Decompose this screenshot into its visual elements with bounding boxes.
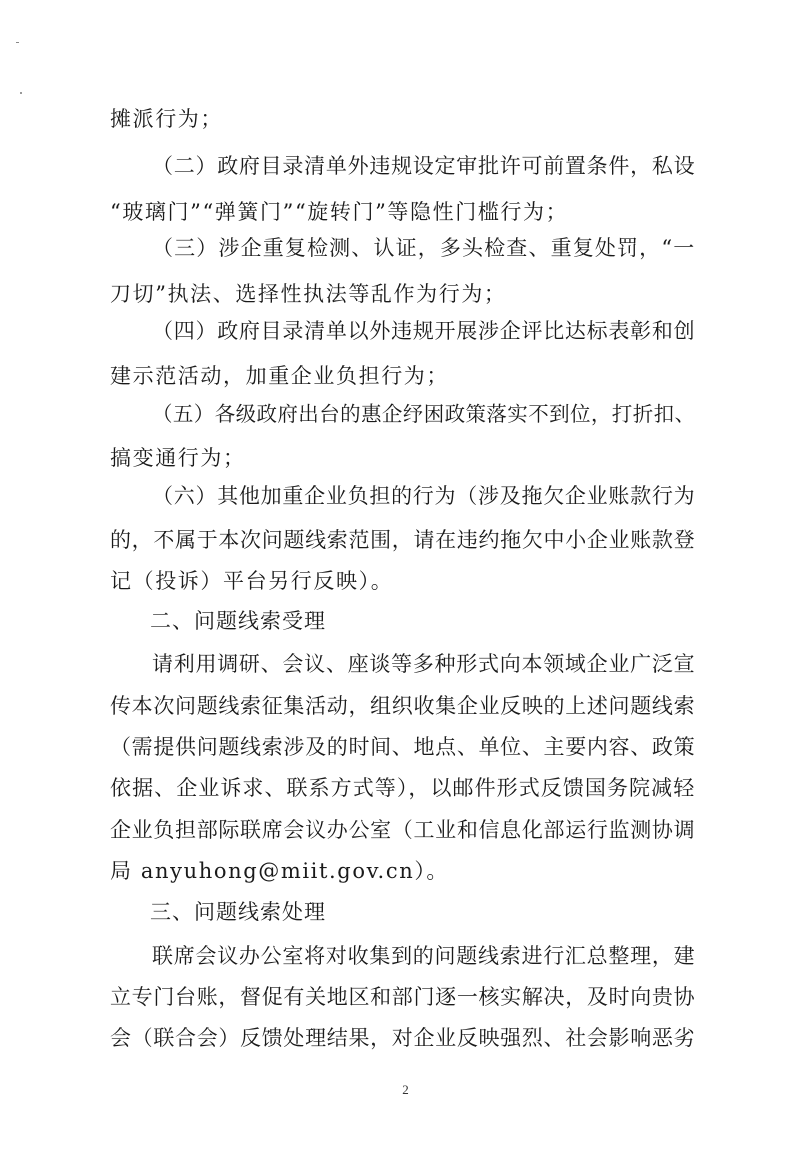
page-number: 2 — [402, 1082, 409, 1097]
text-line: 局 anyuhong@miit.gov.cn）。 — [110, 859, 450, 883]
text-line: 联席会议办公室将对收集到的问题线索进行汇总整理，建 — [152, 944, 695, 968]
text-line: 刀切”执法、选择性执法等乱作为行为； — [110, 282, 507, 306]
text-line: 记（投诉）平台另行反映）。 — [110, 569, 394, 593]
text-line: 请利用调研、会议、座谈等多种形式向本领域企业广泛宣 — [152, 652, 695, 676]
text-line: 会（联合会）反馈处理结果，对企业反映强烈、社会影响恶劣 — [110, 1026, 695, 1050]
text-line: （二）政府目录清单外违规设定审批许可前置条件，私设 — [152, 154, 695, 178]
text-line: 建示范活动，加重企业负担行为； — [110, 364, 449, 388]
section-heading: 三、问题线索处理 — [150, 900, 326, 924]
text-line: 企业负担部际联席会议办公室（工业和信息化部运行监测协调 — [110, 818, 695, 842]
section-heading: 二、问题线索受理 — [150, 609, 326, 633]
text-line: （五）各级政府出台的惠企纾困政策落实不到位，打折扣、 — [152, 402, 695, 426]
text-line: 搞变通行为； — [110, 446, 246, 470]
text-line: （四）政府目录清单以外违规开展涉企评比达标表彰和创 — [152, 319, 695, 343]
text-line: 摊派行为； — [110, 107, 223, 131]
text-line: （六）其他加重企业负担的行为（涉及拖欠企业账款行为 — [152, 484, 695, 508]
text-line: 立专门台账，督促有关地区和部门逐一核实解决，及时向贵协 — [110, 985, 695, 1009]
text-line: “玻璃门”“弹簧门”“旋转门”等隐性门槛行为； — [110, 200, 569, 224]
text-line: （需提供问题线索涉及的时间、地点、单位、主要内容、政策 — [110, 735, 695, 759]
scan-specks — [12, 40, 24, 100]
text-line: 传本次问题线索征集活动，组织收集企业反映的上述问题线索 — [110, 694, 695, 718]
text-line: （三）涉企重复检测、认证，多头检查、重复处罚，“一 — [152, 236, 695, 260]
text-line: 的，不属于本次问题线索范围，请在违约拖欠中小企业账款登 — [110, 528, 695, 552]
text-line: 依据、企业诉求、联系方式等），以邮件形式反馈国务院减轻 — [110, 776, 695, 800]
